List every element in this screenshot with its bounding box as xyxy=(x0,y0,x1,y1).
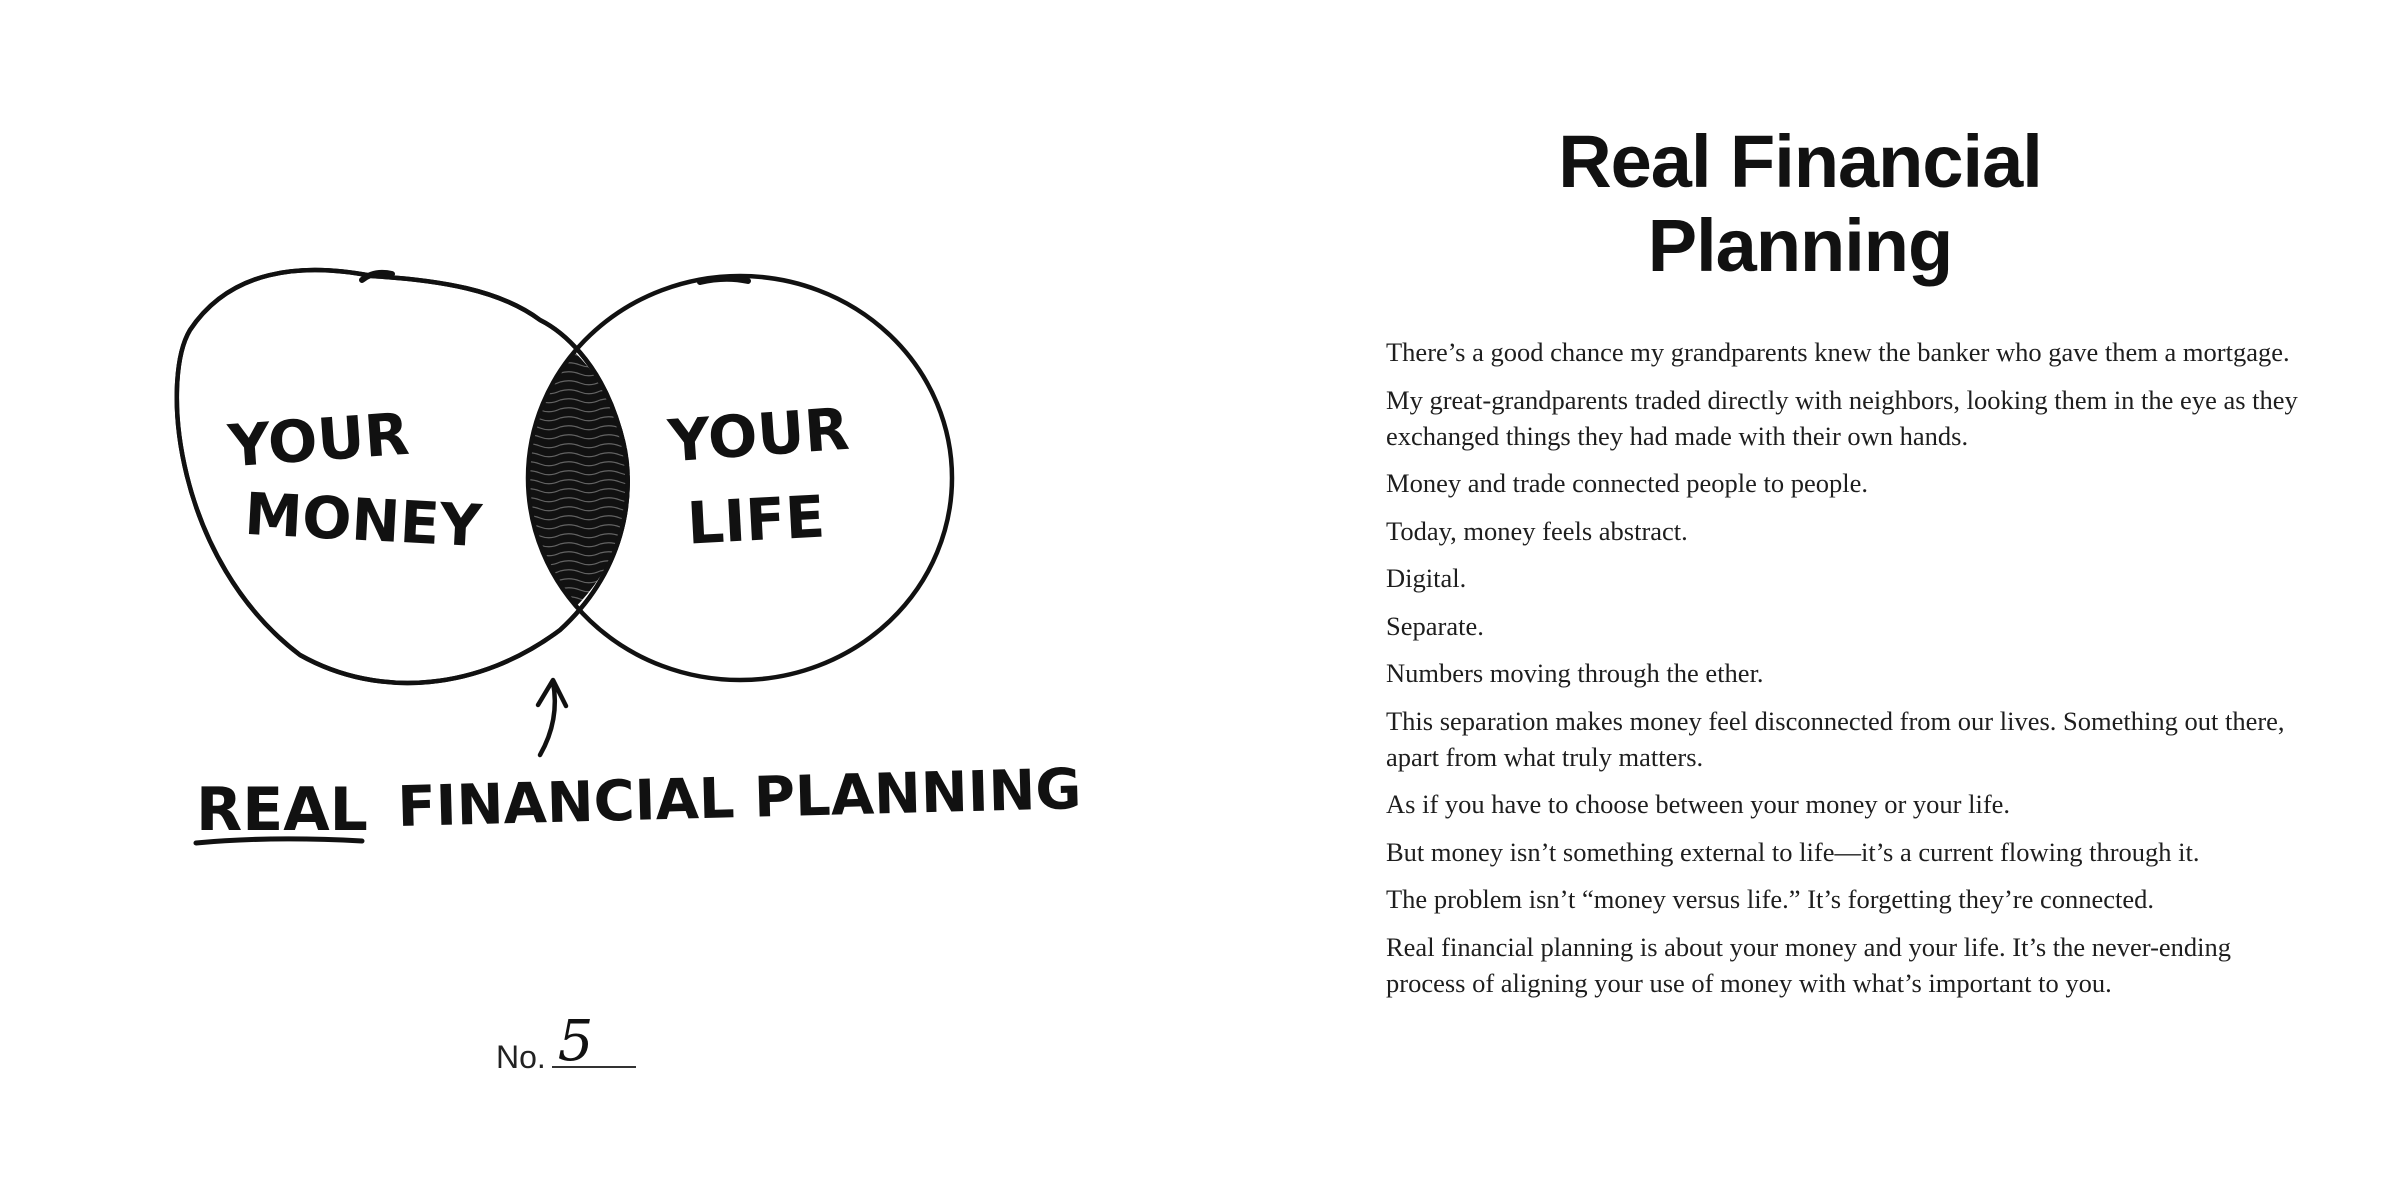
right-page xyxy=(1200,0,2400,1200)
right-circle-label-line1: YOUR xyxy=(665,394,852,476)
page-number-value: 5 xyxy=(557,1009,594,1074)
paragraph: As if you have to choose between your money or your life. xyxy=(1386,789,2011,819)
paragraph: Real financial planning is about your money and your life. It’s the never-ending process of aligning your use of money with what’s important to you. xyxy=(1386,931,2232,998)
paragraph: Today, money feels abstract. xyxy=(1386,515,1688,546)
page-number-line xyxy=(552,1009,636,1074)
body-text xyxy=(1386,334,2306,1012)
page-number xyxy=(496,1009,636,1078)
paragraph: Numbers moving through the ether. xyxy=(1386,658,1764,688)
page-number-label: No. xyxy=(496,1039,546,1075)
intersection-shading xyxy=(130,276,630,684)
paragraph: The problem isn’t “money versus life.” It’s forgetting they’re connected. xyxy=(1386,884,2155,914)
paragraph: Money and trade connected people to people. xyxy=(1386,468,1868,498)
paragraph: But money isn’t something external to life—it’s a current flowing through it. xyxy=(1386,836,2200,867)
arrow-up-icon xyxy=(538,680,566,755)
paragraph: My great-grandparents traded directly with neighbors, looking them in the eye as they exchanged things they had made with their own hands. xyxy=(1386,384,2298,451)
right-circle-label-line2: LIFE xyxy=(685,482,827,558)
page-title xyxy=(1200,120,2400,288)
page-title-line2: Planning xyxy=(1647,204,1953,287)
paragraph: Digital. xyxy=(1386,563,1467,593)
caption-emphasis: REAL xyxy=(196,775,368,845)
left-circle-label-line1: YOUR xyxy=(225,399,412,481)
paragraph: Separate. xyxy=(1386,610,1484,641)
page-title-line1: Real Financial xyxy=(1558,120,2042,203)
paragraph: There’s a good chance my grandparents knew the banker who gave them a mortgage. xyxy=(1386,337,2290,367)
left-circle-label-line2: MONEY xyxy=(242,479,484,561)
paragraph: This separation makes money feel disconnected from our lives. Something out there, apart from what truly matters. xyxy=(1386,705,2285,772)
caption-text: FINANCIAL PLANNING xyxy=(396,757,1083,840)
